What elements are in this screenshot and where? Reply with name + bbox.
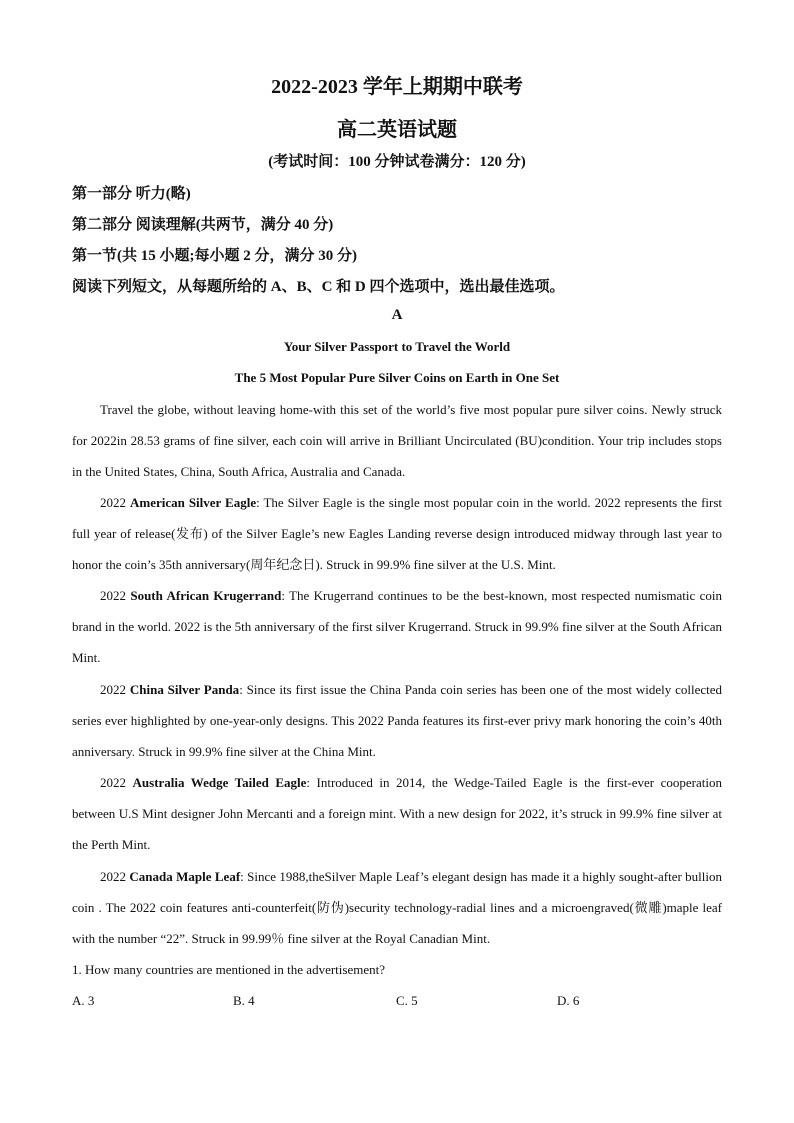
coin-text: : Since its first issue the China Panda coin series has been one of the most widely collected series ever highlighted by one-year-only designs. This 2022 Panda features its first-ever privy mark honoring the coin’s 40th anniversary. Struck in 99.9% fine silver at the China Mint. [72,682,722,759]
coin-paragraph-2 [72,580,722,673]
passage-title: Your Silver Passport to Travel the World [283,339,511,354]
coin-name: Canada Maple Leaf [129,869,241,884]
coin-text: : The Krugerrand continues to be the best-known, most respected numismatic coin brand in the world. 2022 is the 5th anniversary of the first silver Krugerrand. Struck in 99.9% fine silver at the South African Mint. [72,588,722,665]
exam-subtitle: 高二英语试题 [337,119,457,141]
coin-paragraph-5 [72,861,722,954]
exam-info: (考试时间：100 分钟试卷满分：120 分) [268,154,526,170]
coin-name: Australia Wedge Tailed Eagle [132,775,307,790]
coin-paragraph-3 [72,674,722,767]
coin-text: : Introduced in 2014, the Wedge-Tailed Eagle is the first-ever cooperation between U.S Mint designer John Mercanti and a foreign mint. With a new design for 2022, it’s struck in 99.9% fine silver at the Perth Mint. [72,775,722,852]
option-d: D. 6 [557,993,580,1008]
coin-year: 2022 [100,495,126,510]
coin-text: : Since 1988,theSilver Maple Leaf’s elegant design has made it a highly sought-after bullion coin . The 2022 coin features anti-counterfeit(防伪)security technology-radial lines and a microengraved(微雕)maple leaf with the number “22”. Struck in 99.99％ fine silver at the Royal Canadian Mint. [72,869,723,946]
passage-subtitle: The 5 Most Popular Pure Silver Coins on Earth in One Set [234,370,560,385]
coin-text: : The Silver Eagle is the single most popular coin in the world. 2022 represents the first full year of release(发布) of the Silver Eagle’s new Eagles Landing reverse design introduced midway through last year to honor the coin’s 35th anniversary(周年纪念日). Struck in 99.9% fine silver at the U.S. Mint. [72,495,723,572]
option-c: C. 5 [396,993,418,1008]
coin-name: American Silver Eagle [129,495,257,510]
coin-name: South African Krugerrand [130,588,282,603]
question-1: 1. How many countries are mentioned in the advertisement? [72,962,385,977]
exam-title: 2022-2023 学年上期期中联考 [271,76,523,98]
coin-name: China Silver Panda [129,682,240,697]
coin-year: 2022 [100,775,126,790]
coin-year: 2022 [100,682,126,697]
option-b: B. 4 [233,993,255,1008]
coin-year: 2022 [100,588,126,603]
part1-heading: 第一部分 听力(略) [72,186,191,202]
coin-paragraph-1 [72,487,722,580]
part2-heading: 第二部分 阅读理解(共两节，满分 40 分) [72,217,334,233]
passage-label: A [391,307,403,323]
option-a: A. 3 [72,993,95,1008]
coin-year: 2022 [100,869,126,884]
coin-paragraph-4 [72,767,722,860]
intro-paragraph: Travel the globe, without leaving home-with this set of the world’s five most popular pure silver coins. Newly struck for 2022in 28.53 grams of fine silver, each coin will arrive in Brilliant Uncirculated (BU)condition. Your trip includes stops in the United States, China, South Africa, Australia and Canada. [72,402,722,479]
instruction-text: 阅读下列短文，从每题所给的 A、B、C 和 D 四个选项中，选出最佳选项。 [72,279,565,295]
section1-heading: 第一节(共 15 小题;每小题 2 分，满分 30 分) [72,248,357,264]
